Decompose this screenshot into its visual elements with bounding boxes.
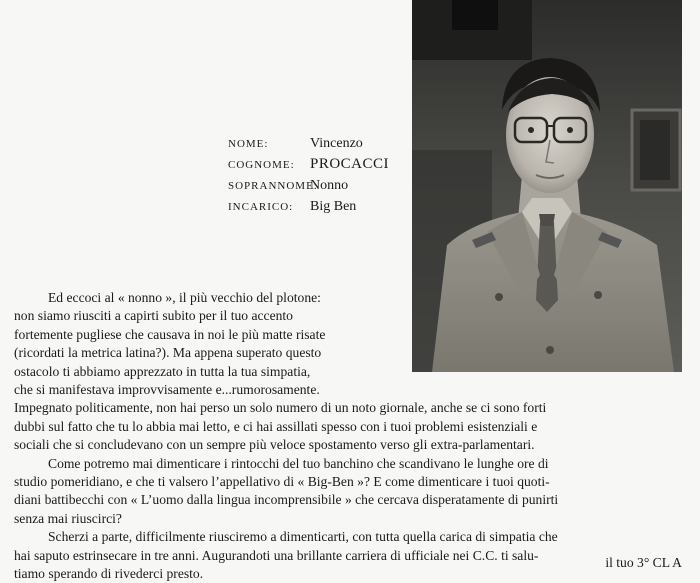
cognome-value: PROCACCI [310, 156, 390, 172]
cognome-label: COGNOME: [228, 159, 295, 171]
text-line: ostacolo ti abbiamo apprezzato in tutta la tua simpatia, [14, 363, 311, 379]
text-line: hai saputo estrinsecare in tre anni. Augurandoti una brillante carriera di ufficiale nei C.C. ti salu- [14, 547, 539, 563]
text-line: senza mai riuscirci? [14, 510, 122, 526]
portrait-photo [412, 0, 682, 372]
text-line: diani battibecchi con « L’uomo dalla lingua incomprensibile » che cercava disperatamente di punirti [14, 492, 559, 508]
text-line: fortemente pugliese che causava in noi le più matte risate [14, 326, 326, 342]
text-line: Come potremo mai dimenticare i rintocchi del tuo banchino che scandivano le lunghe ore di [48, 455, 549, 471]
text-line: non siamo riusciti a capirti subito per il tuo accento [14, 308, 293, 324]
incarico-value: Big Ben [310, 199, 357, 214]
text-line: studio pomeridiano, e che ti valsero l’appellativo di « Big-Ben »? E come dimenticare i tuoi quoti- [14, 474, 550, 489]
text-line: sociali che si concludevano con un sempre più veloce spostamento verso gli extra-parlamentari. [14, 437, 535, 453]
text-line: Ed eccoci al « nonno », il più vecchio del plotone: [48, 290, 321, 305]
nome-value: Vincenzo [310, 136, 363, 151]
text-line: Impegnato politicamente, non hai perso un solo numero di un noto giornale, anche se ci sono forti [14, 400, 547, 416]
text-line: dubbi sul fatto che tu lo abbia mai letto, e ci hai assillati spesso con i tuoi problemi esistenziali e [14, 418, 538, 434]
soprannome-label: SOPRANNOME: [228, 180, 318, 192]
signature: il tuo 3° CL A [605, 555, 682, 570]
text-line: (ricordati la metrica latina?). Ma appena superato questo [14, 345, 322, 361]
incarico-label: INCARICO: [228, 201, 294, 213]
text-line: tiamo sperando di rivederci presto. [14, 566, 204, 581]
text-line: Scherzi a parte, difficilmente riusciremo a dimenticarti, con tutta quella carica di simpatia che [48, 529, 558, 545]
soprannome-value: Nonno [310, 178, 349, 193]
text-line: che si manifestava improvvisamente e...rumorosamente. [14, 382, 320, 397]
nome-label: NOME: [228, 138, 269, 150]
